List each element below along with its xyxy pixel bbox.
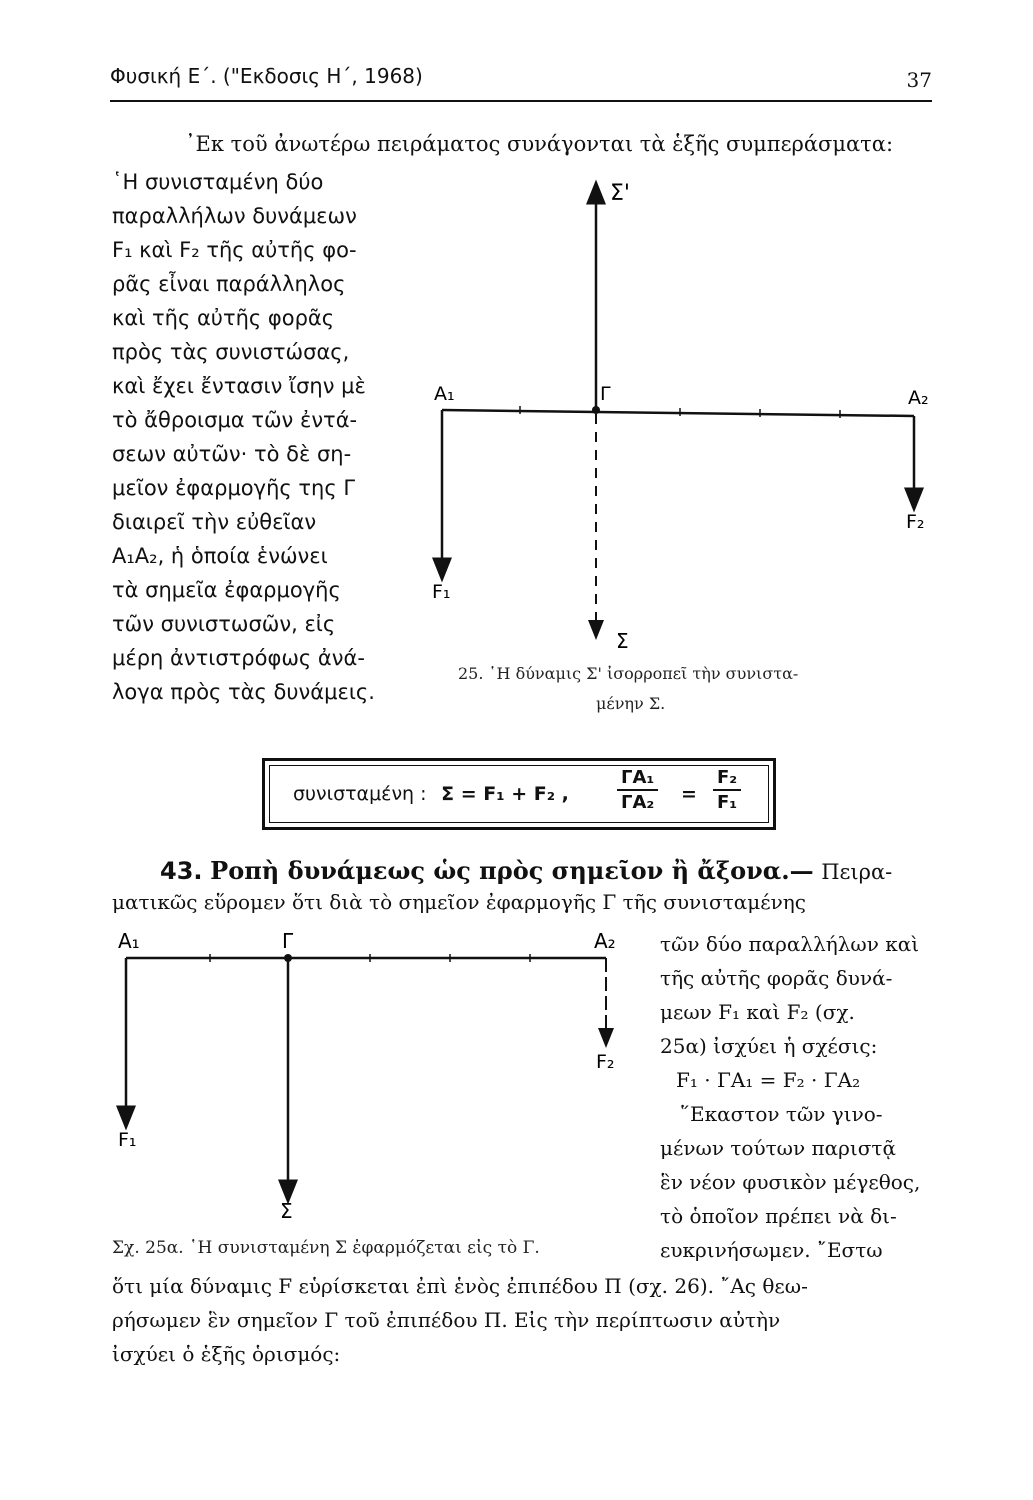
para1-line: σεων αὐτῶν· τὸ δὲ ση-	[112, 442, 352, 466]
section-title-cont: Πειρα-	[821, 860, 893, 884]
right-line: ῞Εκαστον τῶν γινο-	[680, 1102, 883, 1126]
figure-25a	[100, 922, 640, 1222]
bottom-line: ἰσχύει ὁ ἑξῆς ὁρισμός:	[112, 1342, 341, 1366]
beam-a1-a2	[442, 410, 914, 416]
ratio-left-numerator: ΓA₁	[617, 767, 658, 791]
ratio-left-denominator: ΓA₂	[621, 792, 655, 813]
page-number: 37	[906, 68, 932, 92]
label-a2: A₂	[908, 387, 929, 409]
label-sigma-prime: Σ'	[610, 181, 630, 206]
section-heading	[160, 856, 892, 885]
para1-line: A₁A₂, ἡ ὁποία ἑνώνει	[112, 544, 328, 568]
figure-25	[420, 170, 940, 650]
para1-line: παραλλήλων δυνάμεων	[112, 204, 357, 228]
label-gamma: Γ	[600, 383, 611, 405]
para1-line: καὶ τῆς αὐτῆς φορᾶς	[112, 306, 335, 330]
para1-line: τὸ ἄθροισμα τῶν ἐντά-	[112, 408, 358, 432]
para1-line: διαιρεῖ τὴν εὐθεῖαν	[112, 510, 317, 534]
para1-line: μεῖον ἐφαρμογῆς της Γ	[112, 476, 356, 500]
para1-line: ρᾶς εἶναι παράλληλος	[112, 272, 346, 296]
para1-line: τὰ σημεῖα ἐφαρμογῆς	[112, 578, 341, 602]
para1-line: μέρη ἀντιστρόφως ἀνά-	[112, 646, 365, 670]
formula-label: συνισταμένη :	[293, 783, 427, 805]
label-f1: F₁	[432, 581, 451, 603]
ratio-gamma-a	[617, 767, 658, 813]
label-a1: A₁	[434, 383, 455, 405]
section-line-2: ματικῶς εὕρομεν ὅτι διὰ τὸ σημεῖον ἐφαρμογῆς Γ τῆς συνισταμένης	[112, 890, 806, 914]
section-title: Ροπὴ δυνάμεως ὡς πρὸς σημεῖον ἢ ἄξονα.—	[210, 856, 814, 885]
label-gamma: Γ	[282, 929, 294, 953]
para1-line: τῶν συνιστωσῶν, εἰς	[112, 612, 336, 636]
label-sigma: Σ	[616, 629, 629, 650]
right-line: ευκρινήσωμεν. ῎Εστω	[660, 1238, 883, 1262]
bottom-line: ὅτι μία δύναμις F εὑρίσκεται ἐπὶ ἑνὸς ἐπιπέδου Π (σχ. 26). ῎Ας θεω-	[112, 1274, 808, 1298]
right-line: τῶν δύο παραλλήλων καὶ	[660, 932, 920, 956]
label-a1: A₁	[118, 929, 140, 953]
label-f2: F₂	[596, 1051, 615, 1073]
formula-sum: Σ = F₁ + F₂ ,	[441, 783, 569, 805]
label-f2: F₂	[906, 511, 925, 533]
label-f1: F₁	[118, 1129, 137, 1151]
para1-line: F₁ καὶ F₂ τῆς αὐτῆς φο-	[112, 238, 357, 262]
page-header	[110, 60, 932, 102]
intro-line: ᾿Εκ τοῦ ἀνωτέρω πειράματος συνάγονται τὰ ἑξῆς συμπεράσματα:	[185, 132, 894, 156]
para1-line: λογα πρὸς τὰς δυνάμεις.	[112, 680, 375, 704]
para1-line: ῾Η συνισταμένη δύο	[112, 170, 324, 194]
right-line: μεων F₁ καὶ F₂ (σχ.	[660, 1000, 855, 1024]
label-a2: A₂	[594, 929, 616, 953]
figure-25-caption-1: 25. ῾Η δύναμις Σ' ἰσορροπεῖ τὴν συνιστα-	[458, 664, 799, 683]
figure-25a-caption: Σχ. 25α. ῾Η συνισταμένη Σ ἐφαρμόζεται εἰς τὸ Γ.	[112, 1238, 540, 1258]
right-line: τῆς αὐτῆς φορᾶς δυνά-	[660, 966, 893, 990]
right-line: ἓν νέον φυσικὸν μέγεθος,	[660, 1170, 921, 1194]
label-sigma: Σ	[280, 1199, 293, 1222]
ratio-right-numerator: F₂	[713, 767, 741, 791]
right-line: τὸ ὁποῖον πρέπει νὰ δι-	[660, 1204, 897, 1228]
right-line: 25α) ἰσχύει ἡ σχέσις:	[660, 1034, 878, 1058]
bottom-line: ρήσωμεν ἓν σημεῖον Γ τοῦ ἐπιπέδου Π. Εἰς τὴν περίπτωσιν αὐτὴν	[112, 1308, 781, 1332]
ratio-f	[713, 767, 741, 813]
right-line: μένων τούτων παριστᾷ	[660, 1136, 896, 1160]
figure-25-caption-2: μένην Σ.	[596, 694, 666, 713]
para1-line: καὶ ἔχει ἔντασιν ἴσην μὲ	[112, 374, 366, 398]
para1-line: πρὸς τὰς συνιστώσας,	[112, 340, 350, 364]
section-number: 43.	[160, 857, 203, 885]
right-line-relation: F₁ · ΓA₁ = F₂ · ΓA₂	[676, 1068, 861, 1092]
ratio-equals: =	[681, 783, 697, 805]
ratio-right-denominator: F₁	[717, 792, 738, 813]
resultant-formula-box	[262, 758, 776, 830]
running-title: Φυσική Ε΄. ("Εκδοσις Η΄, 1968)	[110, 64, 423, 88]
